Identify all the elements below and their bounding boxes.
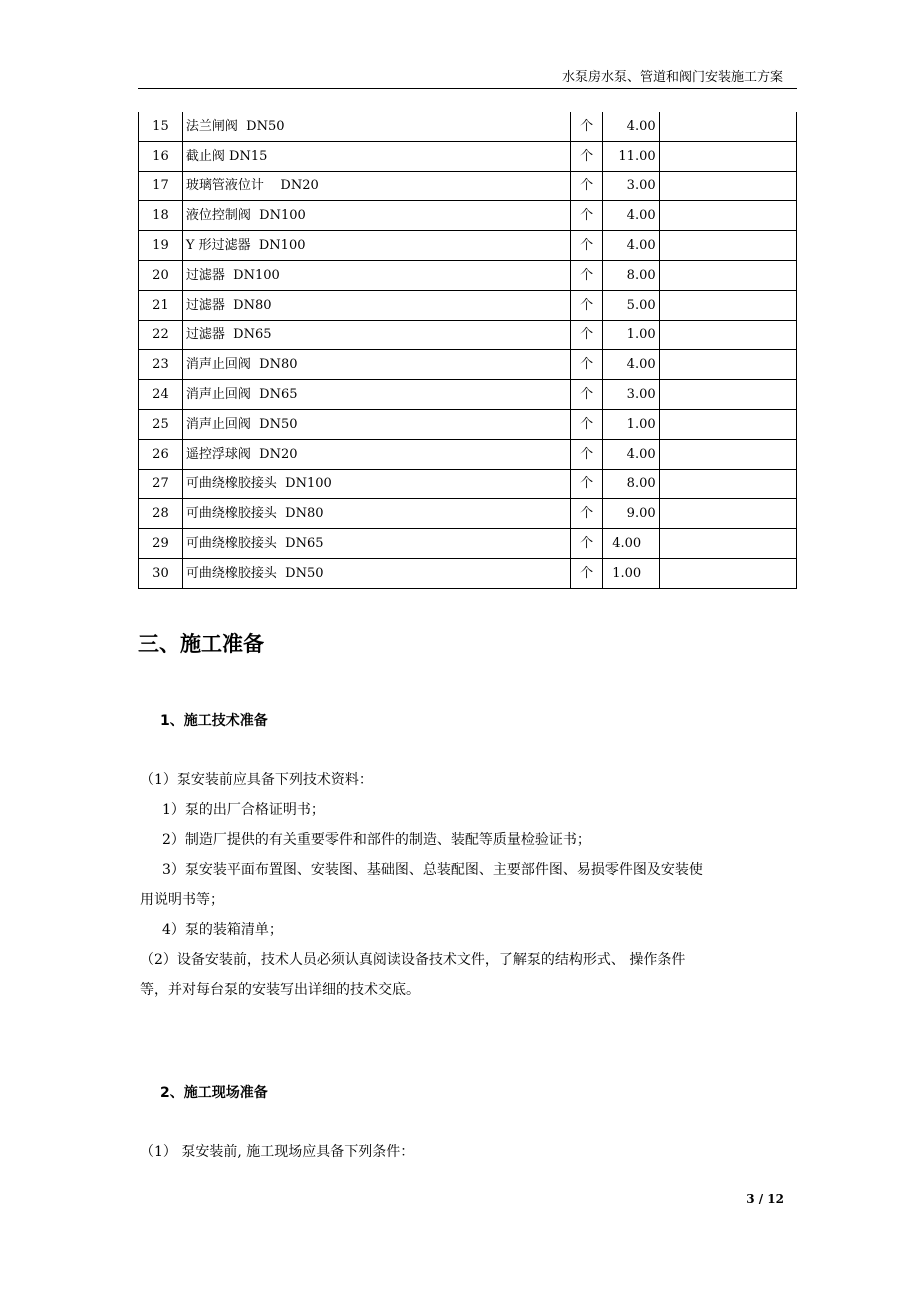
item-name-cell: 液位控制阀 DN100 (182, 201, 570, 231)
table-row (139, 380, 797, 410)
table-row (139, 112, 797, 141)
remarks-cell (659, 499, 796, 529)
unit-cell: 个 (571, 260, 603, 290)
item-number-cell: 26 (139, 439, 183, 469)
item-number-cell: 23 (139, 350, 183, 380)
unit-cell: 个 (571, 409, 603, 439)
remarks-cell (659, 171, 796, 201)
item-name-cell: 过滤器 DN80 (182, 290, 570, 320)
quantity-cell: 4.00 (603, 529, 659, 559)
quantity-cell: 4.00 (603, 231, 659, 261)
item-name-cell: 可曲绕橡胶接头 DN80 (182, 499, 570, 529)
header-divider (138, 88, 797, 89)
table-row (139, 290, 797, 320)
quantity-cell: 4.00 (603, 201, 659, 231)
quantity-cell: 1.00 (603, 320, 659, 350)
unit-cell: 个 (571, 112, 603, 141)
unit-cell: 个 (571, 171, 603, 201)
remarks-cell (659, 112, 796, 141)
tech-prep-body (140, 765, 800, 1005)
item-number-cell: 21 (139, 290, 183, 320)
table-row (139, 558, 797, 588)
table-row (139, 260, 797, 290)
quantity-cell: 1.00 (603, 409, 659, 439)
item-name-cell: Y 形过滤器 DN100 (182, 231, 570, 261)
item-name-cell: 过滤器 DN65 (182, 320, 570, 350)
quantity-cell: 4.00 (603, 439, 659, 469)
quantity-cell: 8.00 (603, 469, 659, 499)
unit-cell: 个 (571, 499, 603, 529)
paragraph-2: （2）设备安装前，技术人员必须认真阅读设备技术文件，了解泵的结构形式、 操作条件 (140, 952, 686, 968)
unit-cell: 个 (571, 231, 603, 261)
table-row (139, 350, 797, 380)
quantity-cell: 4.00 (603, 350, 659, 380)
list-item-continuation: 用说明书等； (140, 892, 224, 908)
table-row (139, 320, 797, 350)
remarks-cell (659, 439, 796, 469)
site-prep-body (140, 1137, 800, 1167)
page-number: 3 / 12 (746, 1192, 784, 1206)
unit-cell: 个 (571, 558, 603, 588)
subsection-heading-site-prep: 2、施工现场准备 (160, 1085, 268, 1101)
remarks-cell (659, 409, 796, 439)
table-row (139, 231, 797, 261)
unit-cell: 个 (571, 320, 603, 350)
table-row (139, 409, 797, 439)
quantity-cell: 1.00 (603, 558, 659, 588)
table-row (139, 141, 797, 171)
item-name-cell: 可曲绕橡胶接头 DN100 (182, 469, 570, 499)
paragraph-1: （1）泵安装前应具备下列技术资料： (140, 772, 373, 788)
table-row (139, 171, 797, 201)
list-item: 3）泵安装平面布置图、安装图、基础图、总装配图、主要部件图、易损零件图及安装使 (162, 862, 703, 878)
item-name-cell: 可曲绕橡胶接头 DN65 (182, 529, 570, 559)
unit-cell: 个 (571, 201, 603, 231)
unit-cell: 个 (571, 141, 603, 171)
item-number-cell: 20 (139, 260, 183, 290)
item-number-cell: 15 (139, 112, 183, 141)
item-number-cell: 19 (139, 231, 183, 261)
item-number-cell: 18 (139, 201, 183, 231)
paragraph-2-continuation: 等，并对每台泵的安装写出详细的技术交底。 (140, 982, 420, 998)
item-number-cell: 24 (139, 380, 183, 410)
item-name-cell: 玻璃管液位计 DN20 (182, 171, 570, 201)
subsection-heading-tech-prep: 1、施工技术准备 (160, 713, 268, 729)
item-name-cell: 消声止回阀 DN65 (182, 380, 570, 410)
table-row (139, 529, 797, 559)
quantity-cell: 5.00 (603, 290, 659, 320)
quantity-cell: 4.00 (603, 112, 659, 141)
list-item: 1）泵的出厂合格证明书； (162, 802, 325, 818)
paragraph-1: （1） 泵安装前, 施工现场应具备下列条件： (140, 1144, 415, 1160)
item-name-cell: 过滤器 DN100 (182, 260, 570, 290)
unit-cell: 个 (571, 469, 603, 499)
item-number-cell: 16 (139, 141, 183, 171)
section-heading: 三、施工准备 (138, 632, 264, 656)
quantity-cell: 8.00 (603, 260, 659, 290)
item-name-cell: 消声止回阀 DN50 (182, 409, 570, 439)
item-name-cell: 遥控浮球阀 DN20 (182, 439, 570, 469)
list-item: 2）制造厂提供的有关重要零件和部件的制造、装配等质量检验证书； (162, 832, 591, 848)
unit-cell: 个 (571, 529, 603, 559)
table-row (139, 499, 797, 529)
item-number-cell: 30 (139, 558, 183, 588)
remarks-cell (659, 469, 796, 499)
unit-cell: 个 (571, 380, 603, 410)
document-header-title: 水泵房水泵、管道和阀门安装施工方案 (561, 70, 783, 85)
table-row (139, 469, 797, 499)
item-number-cell: 22 (139, 320, 183, 350)
list-item: 4）泵的装箱清单； (162, 922, 283, 938)
table-row (139, 439, 797, 469)
unit-cell: 个 (571, 350, 603, 380)
item-name-cell: 消声止回阀 DN80 (182, 350, 570, 380)
remarks-cell (659, 350, 796, 380)
materials-table (138, 112, 797, 589)
item-number-cell: 17 (139, 171, 183, 201)
unit-cell: 个 (571, 439, 603, 469)
remarks-cell (659, 201, 796, 231)
item-name-cell: 法兰闸阀 DN50 (182, 112, 570, 141)
remarks-cell (659, 320, 796, 350)
item-number-cell: 27 (139, 469, 183, 499)
remarks-cell (659, 260, 796, 290)
item-number-cell: 29 (139, 529, 183, 559)
remarks-cell (659, 290, 796, 320)
table-row (139, 201, 797, 231)
item-number-cell: 28 (139, 499, 183, 529)
remarks-cell (659, 558, 796, 588)
remarks-cell (659, 380, 796, 410)
remarks-cell (659, 141, 796, 171)
quantity-cell: 11.00 (603, 141, 659, 171)
quantity-cell: 3.00 (603, 171, 659, 201)
quantity-cell: 3.00 (603, 380, 659, 410)
remarks-cell (659, 231, 796, 261)
item-name-cell: 可曲绕橡胶接头 DN50 (182, 558, 570, 588)
item-number-cell: 25 (139, 409, 183, 439)
item-name-cell: 截止阀 DN15 (182, 141, 570, 171)
quantity-cell: 9.00 (603, 499, 659, 529)
remarks-cell (659, 529, 796, 559)
unit-cell: 个 (571, 290, 603, 320)
